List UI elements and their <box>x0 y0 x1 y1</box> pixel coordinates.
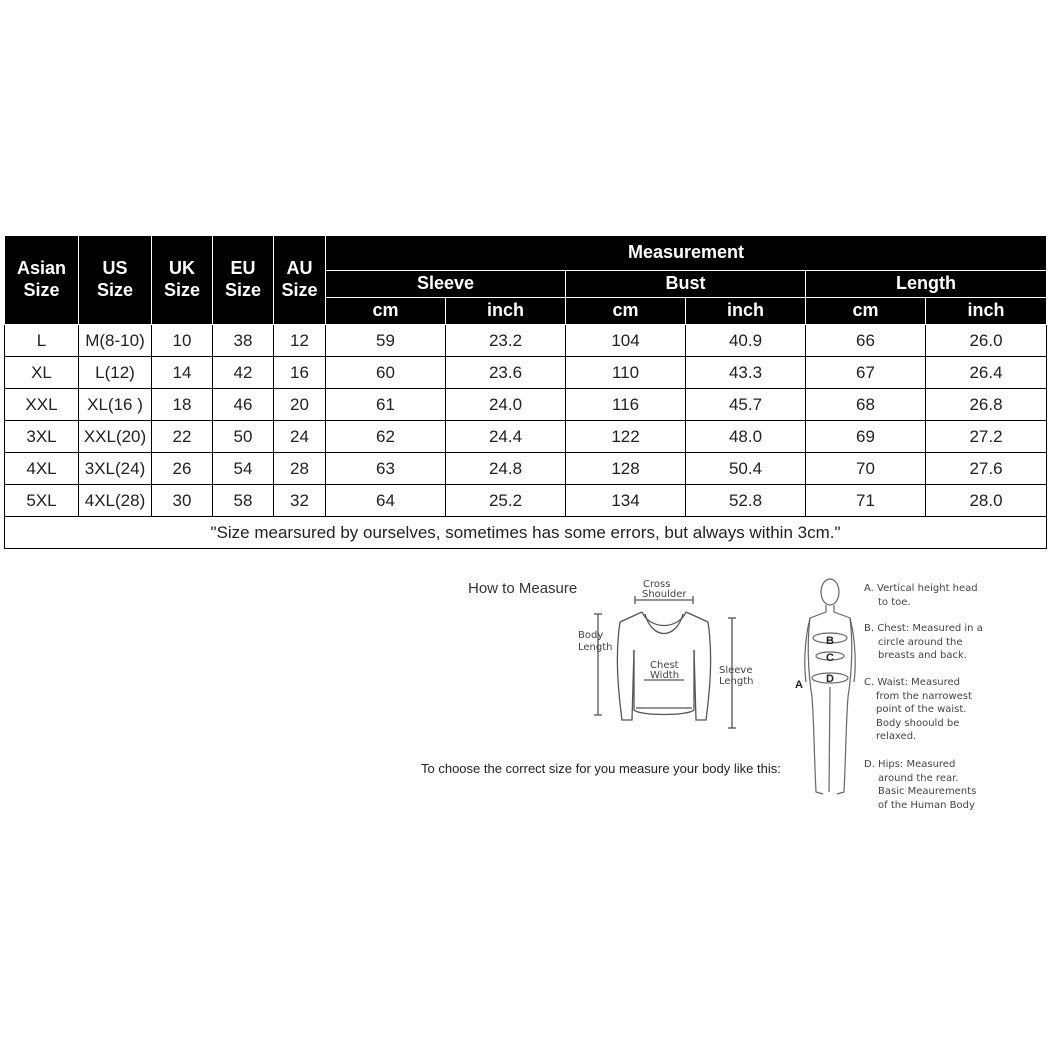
table-cell: XL(16 ) <box>79 389 152 421</box>
table-cell: 61 <box>326 389 446 421</box>
table-cell: 24 <box>274 421 326 453</box>
header-us-size: US Size <box>79 236 152 325</box>
table-cell: 24.0 <box>446 389 566 421</box>
table-cell: 63 <box>326 453 446 485</box>
table-cell: 43.3 <box>686 357 806 389</box>
table-cell: 64 <box>326 485 446 517</box>
table-cell: 40.9 <box>686 325 806 357</box>
table-cell: 48.0 <box>686 421 806 453</box>
table-cell: 22 <box>152 421 213 453</box>
table-cell: 45.7 <box>686 389 806 421</box>
legend-item-a: A. Vertical height head to toe. <box>864 583 978 608</box>
table-cell: 24.4 <box>446 421 566 453</box>
table-cell: 122 <box>566 421 686 453</box>
figure-label-a: A <box>795 679 803 691</box>
figure-label-d: D <box>826 673 834 685</box>
table-cell: 26.8 <box>926 389 1047 421</box>
table-cell: 58 <box>213 485 274 517</box>
chest-width-label: Width <box>650 670 680 681</box>
table-cell: 69 <box>806 421 926 453</box>
figure-label-c: C <box>826 652 834 664</box>
table-cell: 46 <box>213 389 274 421</box>
table-cell: 60 <box>326 357 446 389</box>
table-cell: 26.4 <box>926 357 1047 389</box>
table-cell: 66 <box>806 325 926 357</box>
header-uk-size: UK Size <box>152 236 213 325</box>
table-row <box>5 357 1047 389</box>
table-cell: 50.4 <box>686 453 806 485</box>
table-cell: 24.8 <box>446 453 566 485</box>
header-unit-inch: inch <box>686 298 806 325</box>
table-cell: L(12) <box>79 357 152 389</box>
header-au-size: AU Size <box>274 236 326 325</box>
header-unit-inch: inch <box>926 298 1047 325</box>
table-cell: 25.2 <box>446 485 566 517</box>
table-cell: 32 <box>274 485 326 517</box>
table-row <box>5 421 1047 453</box>
table-cell: 68 <box>806 389 926 421</box>
table-cell: 18 <box>152 389 213 421</box>
table-cell: 42 <box>213 357 274 389</box>
table-cell: L <box>5 325 79 357</box>
body-length-label: Body <box>578 630 604 641</box>
legend-item-b: B. Chest: Measured in a circle around the breasts and back. <box>864 623 983 661</box>
garment-measure-diagram <box>560 570 775 745</box>
table-cell: 52.8 <box>686 485 806 517</box>
table-cell: 27.6 <box>926 453 1047 485</box>
table-cell: 12 <box>274 325 326 357</box>
table-cell: 20 <box>274 389 326 421</box>
table-cell: 38 <box>213 325 274 357</box>
table-cell: XXL <box>5 389 79 421</box>
header-unit-cm: cm <box>566 298 686 325</box>
size-table-body <box>5 325 1047 517</box>
table-cell: 26 <box>152 453 213 485</box>
cross-shoulder-label: Cross <box>643 579 671 590</box>
table-cell: 59 <box>326 325 446 357</box>
how-to-measure-title: How to Measure <box>468 580 578 597</box>
table-cell: XXL(20) <box>79 421 152 453</box>
table-cell: XL <box>5 357 79 389</box>
table-note-row <box>5 517 1047 549</box>
header-length: Length <box>806 271 1047 298</box>
table-cell: 26.0 <box>926 325 1047 357</box>
table-cell: 23.6 <box>446 357 566 389</box>
size-chart-table <box>4 235 1047 549</box>
header-bust: Bust <box>566 271 806 298</box>
table-cell: M(8-10) <box>79 325 152 357</box>
figure-label-b: B <box>826 635 834 647</box>
table-cell: 134 <box>566 485 686 517</box>
cross-shoulder-label: Shoulder <box>642 589 687 600</box>
table-cell: 16 <box>274 357 326 389</box>
table-cell: 110 <box>566 357 686 389</box>
table-cell: 5XL <box>5 485 79 517</box>
header-unit-inch: inch <box>446 298 566 325</box>
body-measure-figure <box>790 572 860 807</box>
table-row <box>5 485 1047 517</box>
sleeve-length-label: Length <box>719 676 754 687</box>
table-row <box>5 325 1047 357</box>
header-asian-size: Asian Size <box>5 236 79 325</box>
table-cell: 4XL(28) <box>79 485 152 517</box>
table-cell: 3XL <box>5 421 79 453</box>
sleeve-length-label: Sleeve <box>719 665 753 676</box>
chest-width-label: Chest <box>650 660 679 671</box>
table-cell: 14 <box>152 357 213 389</box>
size-note: "Size mearsured by ourselves, sometimes has some errors, but always within 3cm." <box>5 517 1047 549</box>
header-unit-cm: cm <box>326 298 446 325</box>
table-cell: 28 <box>274 453 326 485</box>
choose-size-instruction: To choose the correct size for you measure your body like this: <box>421 761 781 776</box>
header-eu-size: EU Size <box>213 236 274 325</box>
table-cell: 104 <box>566 325 686 357</box>
table-row <box>5 389 1047 421</box>
table-cell: 50 <box>213 421 274 453</box>
table-cell: 54 <box>213 453 274 485</box>
table-cell: 27.2 <box>926 421 1047 453</box>
body-length-label: Length <box>578 642 613 653</box>
table-cell: 3XL(24) <box>79 453 152 485</box>
table-cell: 28.0 <box>926 485 1047 517</box>
table-cell: 23.2 <box>446 325 566 357</box>
header-unit-cm: cm <box>806 298 926 325</box>
table-cell: 70 <box>806 453 926 485</box>
table-cell: 30 <box>152 485 213 517</box>
header-sleeve: Sleeve <box>326 271 566 298</box>
legend-item-c: C. Waist: Measured from the narrowest point of the waist. Body shoould be relaxed. <box>864 677 972 742</box>
table-cell: 62 <box>326 421 446 453</box>
table-cell: 128 <box>566 453 686 485</box>
table-cell: 71 <box>806 485 926 517</box>
table-cell: 10 <box>152 325 213 357</box>
table-row <box>5 453 1047 485</box>
table-cell: 116 <box>566 389 686 421</box>
table-cell: 67 <box>806 357 926 389</box>
table-cell: 4XL <box>5 453 79 485</box>
legend-item-d: D. Hips: Measured around the rear. Basic Meaurements of the Human Body <box>864 759 977 811</box>
header-measurement: Measurement <box>326 236 1047 271</box>
